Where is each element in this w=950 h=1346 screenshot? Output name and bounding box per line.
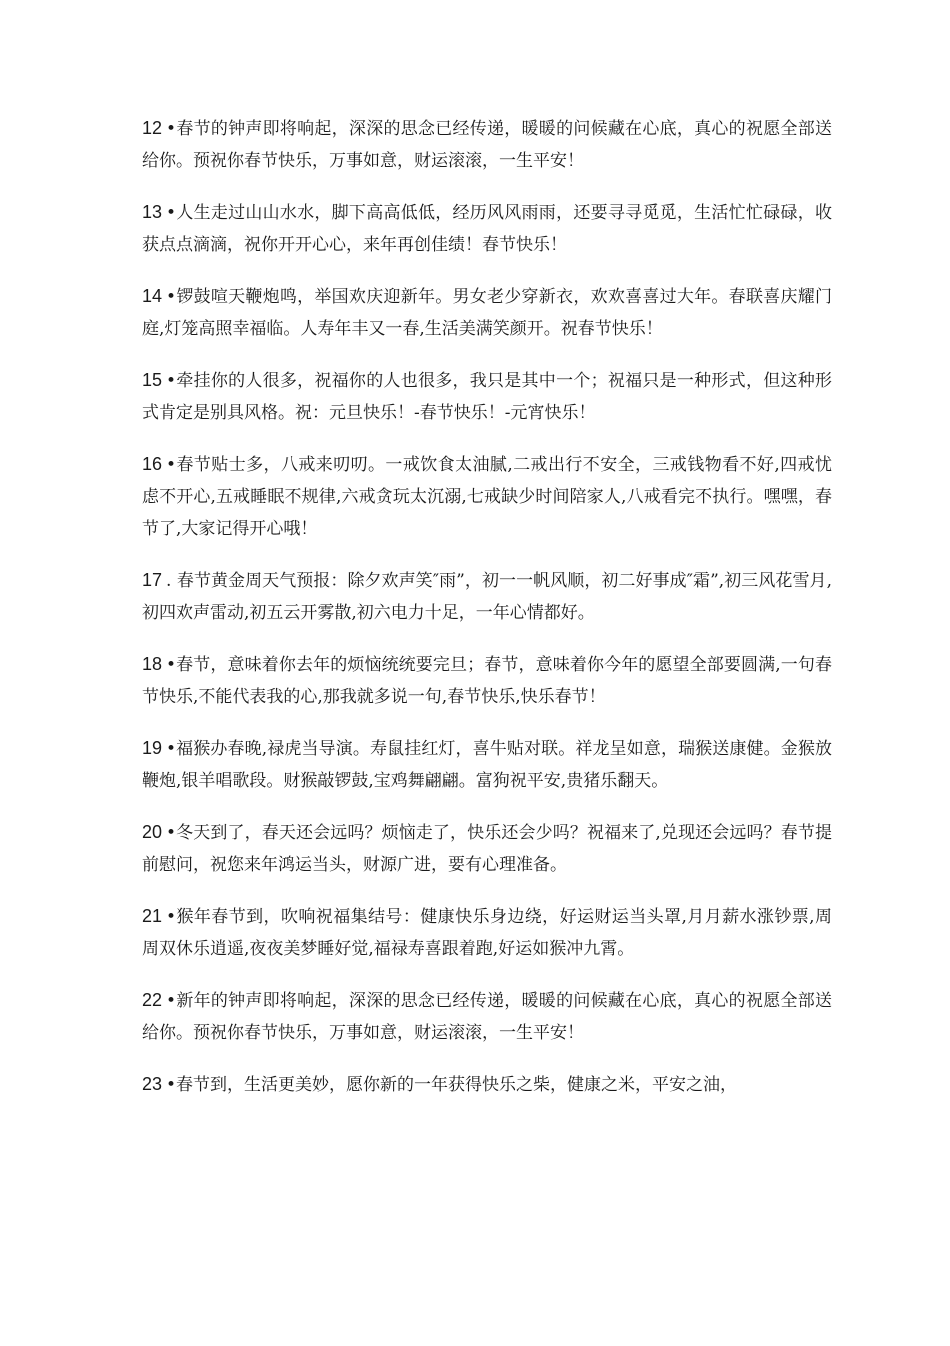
paragraph-text: •猴年春节到，吹响祝福集结号：健康快乐身边绕，好运财运当头罩,月月薪水涨钞票,周周双休乐逍遥,夜夜美梦睡好觉,福禄寿喜跟着跑,好运如猴冲九霄。 bbox=[142, 907, 832, 959]
paragraph-13 bbox=[142, 196, 832, 261]
item-number: 18 bbox=[142, 654, 163, 674]
paragraph-20 bbox=[142, 816, 832, 881]
item-number: 21 bbox=[142, 906, 163, 926]
paragraph-16 bbox=[142, 448, 832, 545]
paragraph-12 bbox=[142, 112, 832, 177]
paragraph-text: •锣鼓喧天鞭炮鸣，举国欢庆迎新年。男女老少穿新衣，欢欢喜喜过大年。春联喜庆耀门庭,灯笼高照幸福临。人寿年丰又一春,生活美满笑颜开。祝春节快乐！ bbox=[142, 287, 832, 339]
paragraph-23 bbox=[142, 1068, 832, 1101]
item-number: 12 bbox=[142, 118, 163, 138]
paragraph-text: •春节贴士多，八戒来叨叨。一戒饮食太油腻,二戒出行不安全，三戒钱物看不好,四戒忧虑不开心,五戒睡眠不规律,六戒贪玩太沉溺,七戒缺少时间陪家人,八戒看完不执行。嘿嘿，春节了,大家记得开心哦！ bbox=[142, 455, 832, 539]
paragraph-17 bbox=[142, 564, 832, 629]
paragraph-text: •春节的钟声即将响起，深深的思念已经传递，暖暖的问候藏在心底，真心的祝愿全部送给你。预祝你春节快乐，万事如意，财运滚滚，一生平安！ bbox=[142, 119, 832, 171]
paragraph-text: •冬天到了，春天还会远吗？烦恼走了，快乐还会少吗？祝福来了,兑现还会远吗？春节提前慰问，祝您来年鸿运当头，财源广进，要有心理准备。 bbox=[142, 823, 832, 875]
paragraph-22 bbox=[142, 984, 832, 1049]
paragraph-text: •福猴办春晚,禄虎当导演。寿鼠挂红灯，喜牛贴对联。祥龙呈如意，瑞猴送康健。金猴放鞭炮,银羊唱歌段。财猴敲锣鼓,宝鸡舞翩翩。富狗祝平安,贵猪乐翻天。 bbox=[142, 739, 832, 791]
paragraph-18 bbox=[142, 648, 832, 713]
item-number: 15 bbox=[142, 370, 163, 390]
item-number: 17 bbox=[142, 570, 163, 590]
paragraph-text: •新年的钟声即将响起，深深的思念已经传递，暖暖的问候藏在心底，真心的祝愿全部送给你。预祝你春节快乐，万事如意，财运滚滚，一生平安！ bbox=[142, 991, 832, 1043]
paragraph-text: •牵挂你的人很多，祝福你的人也很多，我只是其中一个；祝福只是一种形式，但这种形式肯定是别具风格。祝：元旦快乐！-春节快乐！-元宵快乐！ bbox=[142, 371, 832, 423]
paragraph-15 bbox=[142, 364, 832, 429]
item-number: 22 bbox=[142, 990, 163, 1010]
item-number: 16 bbox=[142, 454, 163, 474]
item-number: 13 bbox=[142, 202, 163, 222]
item-number: 20 bbox=[142, 822, 163, 842]
paragraph-text: . 春节黄金周天气预报：除夕欢声笑″雨”，初一一帆风顺，初二好事成″霜”,初三风花雪月,初四欢声雷动,初五云开雾散,初六电力十足，一年心情都好。 bbox=[142, 571, 832, 623]
paragraph-text: •人生走过山山水水，脚下高高低低，经历风风雨雨，还要寻寻觅觅，生活忙忙碌碌，收获点点滴滴，祝你开开心心，来年再创佳绩！春节快乐！ bbox=[142, 203, 832, 255]
paragraph-19 bbox=[142, 732, 832, 797]
paragraph-14 bbox=[142, 280, 832, 345]
item-number: 23 bbox=[142, 1074, 163, 1094]
paragraph-text: •春节，意味着你去年的烦恼统统要完旦；春节，意味着你今年的愿望全部要圆满,一句春节快乐,不能代表我的心,那我就多说一句,春节快乐,快乐春节！ bbox=[142, 655, 832, 707]
paragraph-text: •春节到，生活更美妙，愿你新的一年获得快乐之柴，健康之米，平安之油， bbox=[166, 1075, 738, 1095]
item-number: 14 bbox=[142, 286, 163, 306]
paragraph-21 bbox=[142, 900, 832, 965]
document-body bbox=[142, 112, 832, 1120]
item-number: 19 bbox=[142, 738, 163, 758]
